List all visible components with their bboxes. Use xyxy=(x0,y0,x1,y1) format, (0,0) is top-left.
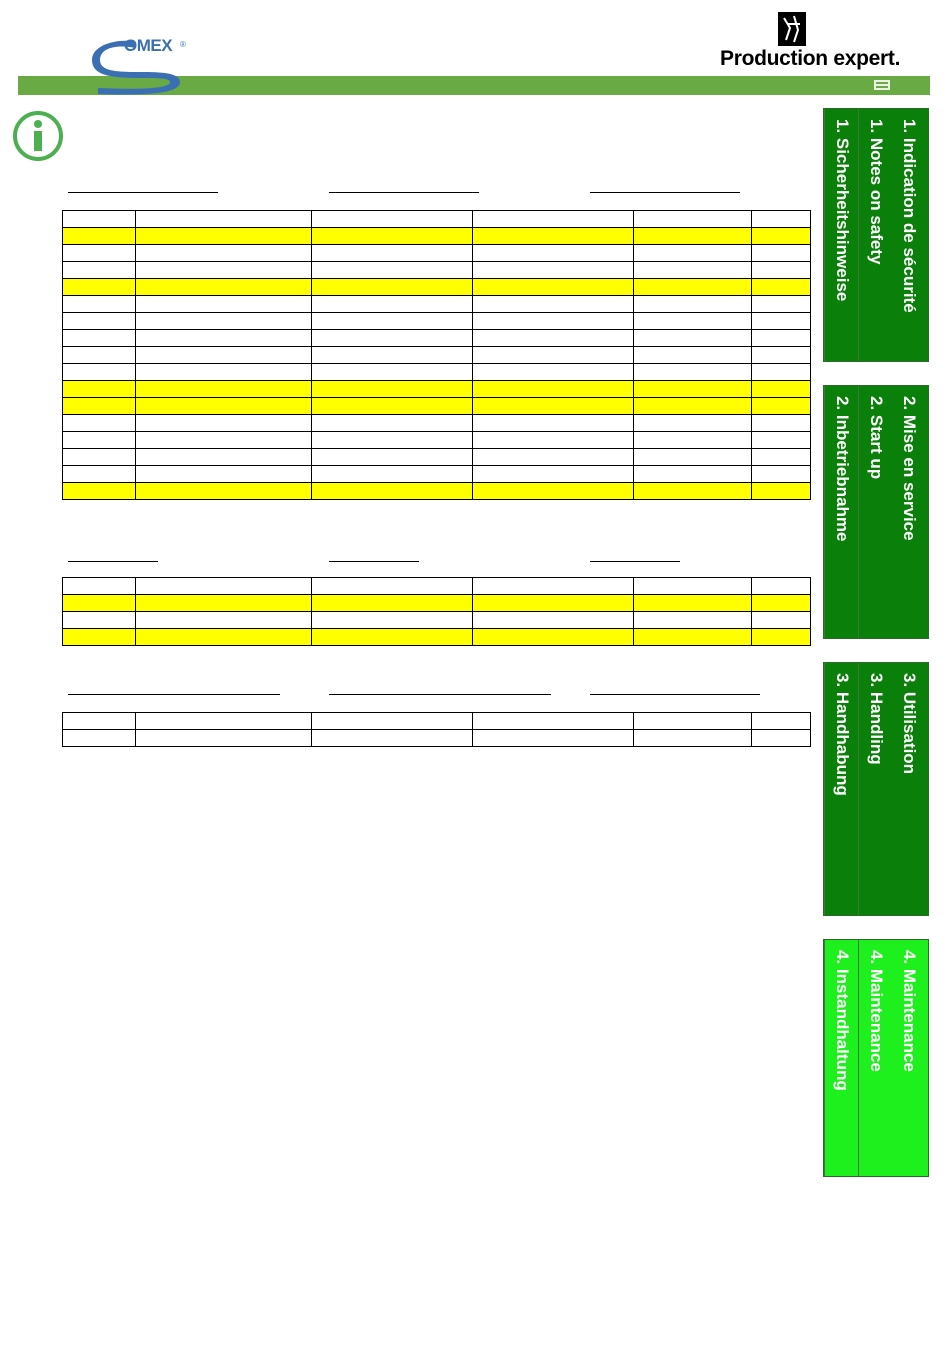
tab-safety[interactable] xyxy=(823,108,929,362)
table-cell xyxy=(473,595,634,612)
table-row xyxy=(63,578,811,595)
table-cell xyxy=(634,211,752,228)
table-cell xyxy=(63,313,136,330)
table-cell xyxy=(473,364,634,381)
table-cell xyxy=(136,330,312,347)
table-row xyxy=(63,398,811,415)
table-row xyxy=(63,432,811,449)
tab-startup-label-de: 2. Inbetriebnahme xyxy=(833,396,852,542)
table-cell xyxy=(312,432,473,449)
table-cell xyxy=(473,629,634,646)
table-cell xyxy=(634,578,752,595)
table-cell xyxy=(473,381,634,398)
table-cell xyxy=(63,398,136,415)
table-cell xyxy=(752,245,811,262)
tab-maintenance-label-de: 4. Instandhaltung xyxy=(833,950,852,1091)
table-cell xyxy=(63,432,136,449)
table-cell xyxy=(752,364,811,381)
table-cell xyxy=(634,398,752,415)
maintenance-table-3 xyxy=(62,712,811,747)
table-cell xyxy=(752,730,811,747)
table-cell xyxy=(312,398,473,415)
table-row xyxy=(63,211,811,228)
table-cell xyxy=(312,211,473,228)
table-cell xyxy=(136,381,312,398)
table-cell xyxy=(634,279,752,296)
table-cell xyxy=(752,279,811,296)
table-cell xyxy=(63,296,136,313)
table-cell xyxy=(136,279,312,296)
table-cell xyxy=(752,713,811,730)
table-cell xyxy=(63,449,136,466)
table-row xyxy=(63,449,811,466)
somex-wordmark: OMEX xyxy=(124,36,173,55)
table-cell xyxy=(312,730,473,747)
heading-line-en-2 xyxy=(329,561,419,562)
table-cell xyxy=(473,262,634,279)
table-cell xyxy=(473,245,634,262)
table-row xyxy=(63,245,811,262)
table-cell xyxy=(312,595,473,612)
table-cell xyxy=(312,612,473,629)
table-cell xyxy=(473,730,634,747)
table-row xyxy=(63,313,811,330)
table-cell xyxy=(752,449,811,466)
table-cell xyxy=(312,347,473,364)
table-cell xyxy=(634,296,752,313)
table-cell xyxy=(473,578,634,595)
table-cell xyxy=(136,296,312,313)
table-cell xyxy=(634,449,752,466)
table-cell xyxy=(63,211,136,228)
table-cell xyxy=(136,245,312,262)
maintenance-table-2 xyxy=(62,577,811,646)
table-cell xyxy=(473,313,634,330)
table-cell xyxy=(473,398,634,415)
table-cell xyxy=(752,296,811,313)
table-cell xyxy=(136,415,312,432)
table-cell xyxy=(63,466,136,483)
table-cell xyxy=(312,330,473,347)
table-cell xyxy=(312,381,473,398)
table-cell xyxy=(473,483,634,500)
table-cell xyxy=(473,330,634,347)
heading-line-de-3 xyxy=(590,694,760,695)
table-row xyxy=(63,629,811,646)
production-expert-mark xyxy=(774,6,810,52)
table-cell xyxy=(63,629,136,646)
table-cell xyxy=(752,415,811,432)
table-cell xyxy=(312,578,473,595)
table-cell xyxy=(136,730,312,747)
table-cell xyxy=(752,578,811,595)
table-cell xyxy=(752,398,811,415)
table-cell xyxy=(63,279,136,296)
heading-line-en-3 xyxy=(329,694,551,695)
tab-startup-label-fr: 2. Mise en service xyxy=(900,396,919,541)
table-cell xyxy=(63,730,136,747)
table-cell xyxy=(634,713,752,730)
table-cell xyxy=(136,262,312,279)
table-cell xyxy=(634,466,752,483)
table-cell xyxy=(136,228,312,245)
table-cell xyxy=(473,211,634,228)
tab-safety-label-fr: 1. Indication de sécurité xyxy=(900,119,919,313)
table-cell xyxy=(473,415,634,432)
table-cell xyxy=(312,466,473,483)
table-row xyxy=(63,612,811,629)
table-cell xyxy=(634,629,752,646)
tab-safety-label-en: 1. Notes on safety xyxy=(867,119,886,265)
table-cell xyxy=(634,483,752,500)
tab-maintenance-label-en: 4. Maintenance xyxy=(867,950,886,1072)
table-cell xyxy=(473,347,634,364)
table-cell xyxy=(312,296,473,313)
registered-mark: ® xyxy=(180,40,186,49)
heading-line-fr-3 xyxy=(68,694,280,695)
table-cell xyxy=(63,330,136,347)
table-cell xyxy=(752,330,811,347)
table-cell xyxy=(63,364,136,381)
table-cell xyxy=(634,313,752,330)
info-icon xyxy=(12,110,64,162)
table-cell xyxy=(634,612,752,629)
table-cell xyxy=(473,713,634,730)
tab-startup[interactable] xyxy=(823,385,929,639)
table-row xyxy=(63,296,811,313)
table-cell xyxy=(63,578,136,595)
table-cell xyxy=(473,279,634,296)
maintenance-table-1 xyxy=(62,210,811,500)
table-cell xyxy=(473,228,634,245)
tab-startup-label-en: 2. Start up xyxy=(867,396,886,480)
table-cell xyxy=(752,595,811,612)
table-cell xyxy=(473,432,634,449)
table-cell xyxy=(312,713,473,730)
table-cell xyxy=(63,595,136,612)
tagline: Production expert. xyxy=(720,47,901,70)
table-row xyxy=(63,381,811,398)
table-cell xyxy=(312,483,473,500)
tab-maintenance-label-fr: 4. Maintenance xyxy=(900,950,919,1072)
table-cell xyxy=(634,262,752,279)
table-cell xyxy=(63,612,136,629)
table-cell xyxy=(136,578,312,595)
table-cell xyxy=(634,595,752,612)
table-cell xyxy=(136,398,312,415)
table-cell xyxy=(63,713,136,730)
table-cell xyxy=(63,483,136,500)
table-row xyxy=(63,279,811,296)
table-cell xyxy=(312,415,473,432)
tab-safety-label-de: 1. Sicherheitshinweise xyxy=(833,119,852,302)
table-cell xyxy=(634,245,752,262)
table-row xyxy=(63,364,811,381)
tab-handling-label-en: 3. Handling xyxy=(867,673,886,765)
tab-maintenance[interactable] xyxy=(823,939,929,1177)
table-cell xyxy=(634,730,752,747)
table-cell xyxy=(752,432,811,449)
table-cell xyxy=(136,713,312,730)
heading-line-fr-1 xyxy=(68,192,218,193)
table-cell xyxy=(136,313,312,330)
table-row xyxy=(63,347,811,364)
table-cell xyxy=(312,629,473,646)
table-cell xyxy=(136,347,312,364)
tab-handling[interactable] xyxy=(823,662,929,916)
table-cell xyxy=(312,313,473,330)
table-cell xyxy=(473,449,634,466)
table-cell xyxy=(136,612,312,629)
table-cell xyxy=(473,612,634,629)
table-cell xyxy=(63,347,136,364)
table-cell xyxy=(136,211,312,228)
table-cell xyxy=(752,629,811,646)
table-cell xyxy=(752,381,811,398)
table-row xyxy=(63,483,811,500)
table-cell xyxy=(63,228,136,245)
small-brand-icon xyxy=(874,80,890,90)
table-cell xyxy=(136,466,312,483)
table-cell xyxy=(312,228,473,245)
table-row xyxy=(63,595,811,612)
tab-handling-label-fr: 3. Utilisation xyxy=(900,673,919,775)
table-cell xyxy=(136,449,312,466)
table-cell xyxy=(312,279,473,296)
table-cell xyxy=(136,483,312,500)
heading-line-de-1 xyxy=(590,192,740,193)
table-row xyxy=(63,262,811,279)
heading-line-en-1 xyxy=(329,192,479,193)
table-cell xyxy=(752,211,811,228)
table-cell xyxy=(634,330,752,347)
heading-line-de-2 xyxy=(590,561,680,562)
table-row xyxy=(63,730,811,747)
table-cell xyxy=(312,262,473,279)
table-cell xyxy=(312,364,473,381)
table-row xyxy=(63,228,811,245)
table-row xyxy=(63,713,811,730)
table-cell xyxy=(752,313,811,330)
table-cell xyxy=(473,296,634,313)
table-cell xyxy=(473,466,634,483)
table-cell xyxy=(312,245,473,262)
table-row xyxy=(63,330,811,347)
table-cell xyxy=(752,262,811,279)
table-cell xyxy=(752,228,811,245)
table-cell xyxy=(634,347,752,364)
heading-line-fr-2 xyxy=(68,561,158,562)
table-cell xyxy=(63,381,136,398)
table-cell xyxy=(634,432,752,449)
table-cell xyxy=(752,347,811,364)
table-cell xyxy=(136,432,312,449)
table-cell xyxy=(752,612,811,629)
table-cell xyxy=(634,364,752,381)
table-cell xyxy=(136,595,312,612)
table-cell xyxy=(312,449,473,466)
table-cell xyxy=(752,483,811,500)
table-cell xyxy=(136,364,312,381)
table-cell xyxy=(752,466,811,483)
table-cell xyxy=(634,415,752,432)
table-cell xyxy=(634,228,752,245)
table-cell xyxy=(63,245,136,262)
tab-handling-label-de: 3. Handhabung xyxy=(833,673,852,796)
table-cell xyxy=(634,381,752,398)
table-row xyxy=(63,415,811,432)
table-cell xyxy=(63,262,136,279)
table-cell xyxy=(136,629,312,646)
table-cell xyxy=(63,415,136,432)
table-row xyxy=(63,466,811,483)
